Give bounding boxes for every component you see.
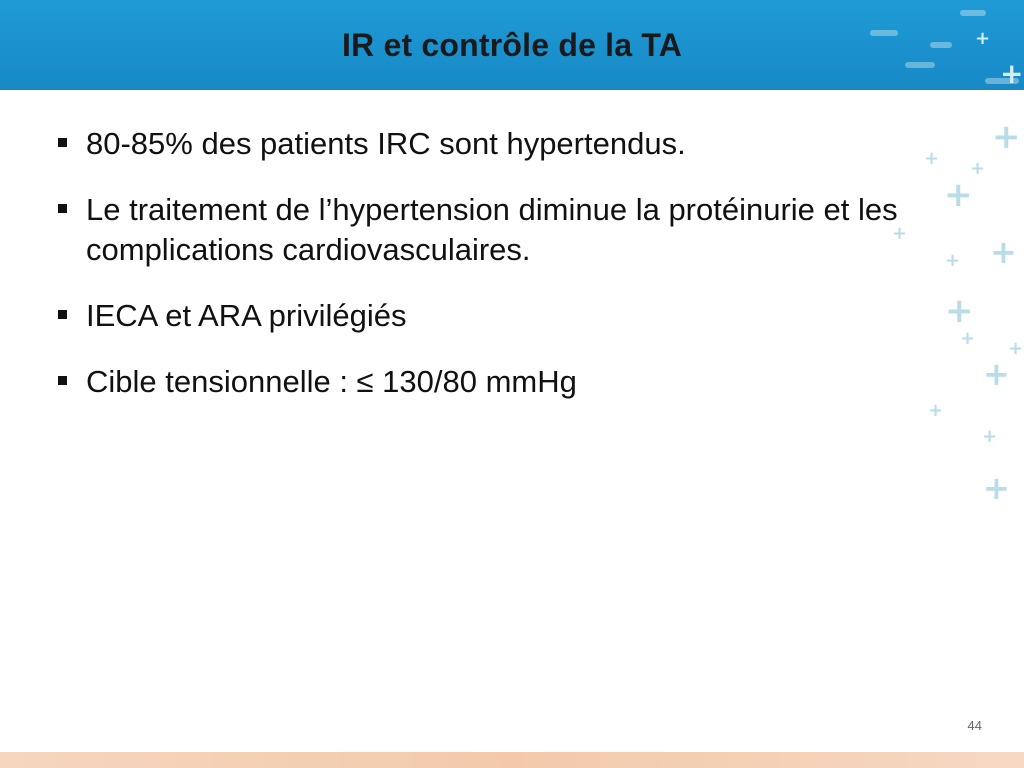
plus-icon: +: [975, 28, 991, 49]
plus-icon: +: [983, 355, 1010, 393]
plus-icon: +: [1000, 57, 1024, 90]
bullet-text: 80-85% des patients IRC sont hypertendus.: [86, 126, 686, 161]
plus-icon: +: [982, 426, 998, 447]
plus-icon: +: [928, 400, 944, 421]
plus-icon: +: [960, 328, 976, 349]
bullet-text: Cible tensionnelle : ≤ 130/80 mmHg: [86, 364, 577, 399]
plus-icon: +: [945, 291, 974, 331]
plus-icon: +: [990, 233, 1017, 271]
plus-icon: +: [992, 117, 1021, 157]
bullet-list: [58, 124, 938, 428]
plus-icon: +: [983, 469, 1010, 507]
square-bullet-icon: [58, 376, 67, 385]
slide-title: IR et contrôle de la TA: [341, 26, 683, 63]
plus-icon: +: [892, 223, 908, 244]
plus-icon: +: [945, 250, 961, 271]
square-bullet-icon: [58, 204, 67, 213]
page-number: 44: [967, 718, 982, 733]
title-bar: [0, 0, 1024, 90]
footer-strip: [0, 752, 1024, 768]
plus-icon: +: [970, 158, 986, 179]
bullet-text: IECA et ARA privilégiés: [86, 298, 407, 333]
bullet-item: [58, 296, 938, 336]
plus-icon: +: [1008, 338, 1024, 359]
plus-icon: +: [924, 148, 940, 169]
bullet-text: Le traitement de l’hypertension diminue la protéinurie et les complications cardiovasculaires.: [86, 192, 898, 267]
bullet-item: [58, 124, 938, 164]
plus-icon: +: [944, 175, 973, 215]
bullet-item: [58, 190, 938, 270]
square-bullet-icon: [58, 310, 67, 319]
square-bullet-icon: [58, 138, 67, 147]
bullet-item: [58, 362, 938, 402]
